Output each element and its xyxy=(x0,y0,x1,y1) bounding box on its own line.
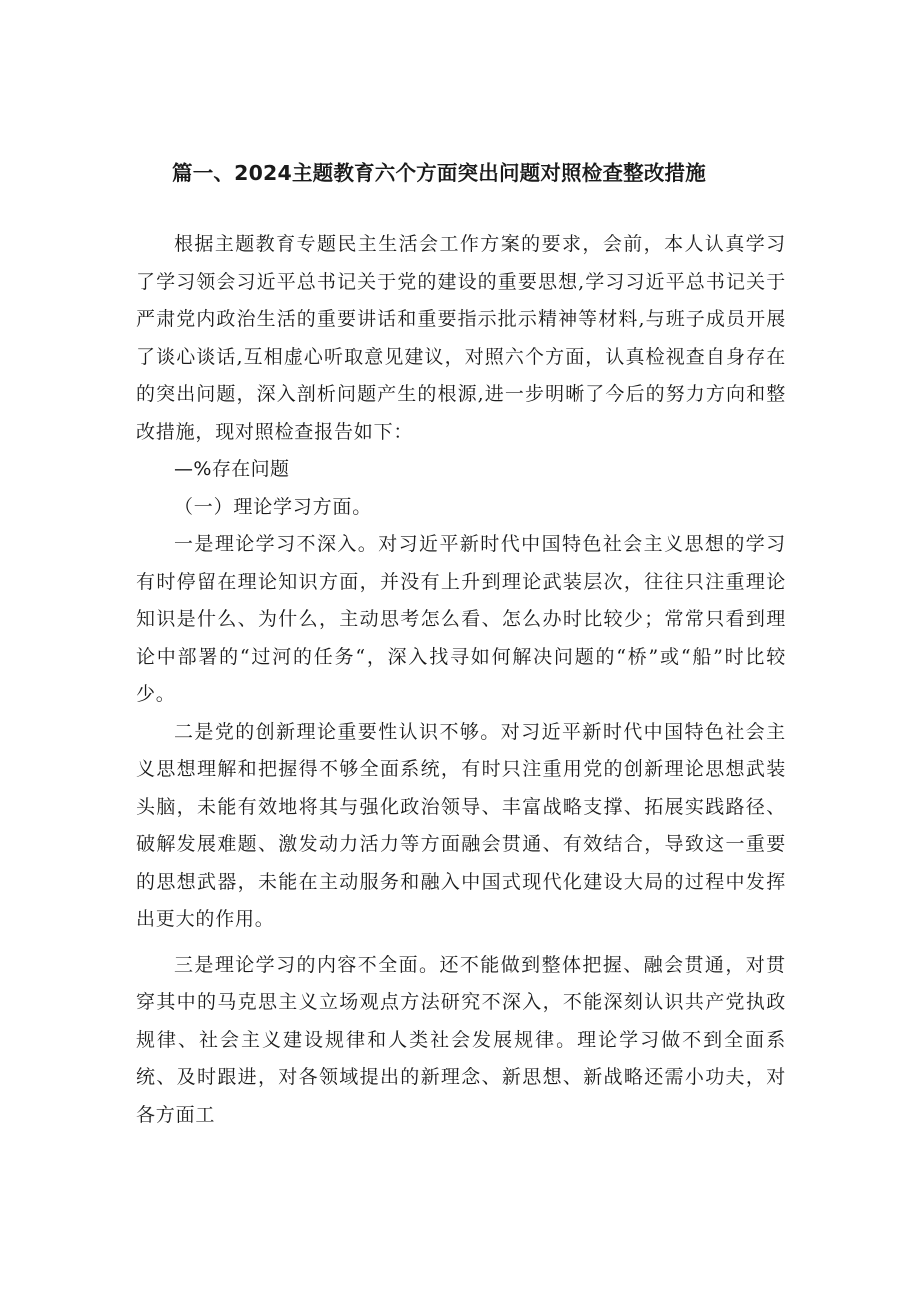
body-paragraph-1: 一是理论学习不深入。对习近平新时代中国特色社会主义思想的学习有时停留在理论知识方面，并没有上升到理论武装层次，往往只注重理论知识是什么、为什么，主动思考怎么看、怎么办时比较少；常常只看到理论中部署的“过河的任务“，深入找寻如何解决问题的“桥”或“船”时比较少。 xyxy=(136,533,786,705)
paragraph-gap xyxy=(136,939,786,947)
subsection-heading: （一）理论学习方面。 xyxy=(174,495,373,518)
document-body xyxy=(136,226,786,1134)
body-paragraph-3: 三是理论学习的内容不全面。还不能做到整体把握、融会贯通，对贯穿其中的马克思主义立场观点方法研究不深入，不能深刻认识共产党执政规律、社会主义建设规律和人类社会发展规律。理论学习做不到全面系统、及时跟进，对各领域提出的新理念、新思想、新战略还需小功夫，对各方面工 xyxy=(136,953,786,1126)
body-paragraph-2: 二是党的创新理论重要性认识不够。对习近平新时代中国特色社会主义思想理解和把握得不够全面系统，有时只注重用党的创新理论思想武装头脑，未能有效地将其与强化政治领导、丰富战略支撑、拓展实践路径、破解发展难题、激发动力活力等方面融会贯通、有效结合，导致这一重要的思想武器，未能在主动服务和融入中国式现代化建设大局的过程中发挥出更大的作用。 xyxy=(136,720,786,930)
section-heading: —%存在问题 xyxy=(174,458,290,480)
document-title: 篇一、2024主题教育六个方面突出问题对照检查整改措施 xyxy=(172,161,706,185)
intro-paragraph: 根据主题教育专题民主生活会工作方案的要求，会前，本人认真学习了学习领会习近平总书记关于党的建设的重要思想,学习习近平总书记关于严肃党内政治生活的重要讲话和重要指示批示精神等材料,与班子成员开展了谈心谈话,互相虚心听取意见建议，对照六个方面，认真检视查自身存在的突出问题，深入剖析问题产生的根源,进一步明晰了今后的努力方向和整改措施，现对照检查报告如下： xyxy=(136,233,786,443)
